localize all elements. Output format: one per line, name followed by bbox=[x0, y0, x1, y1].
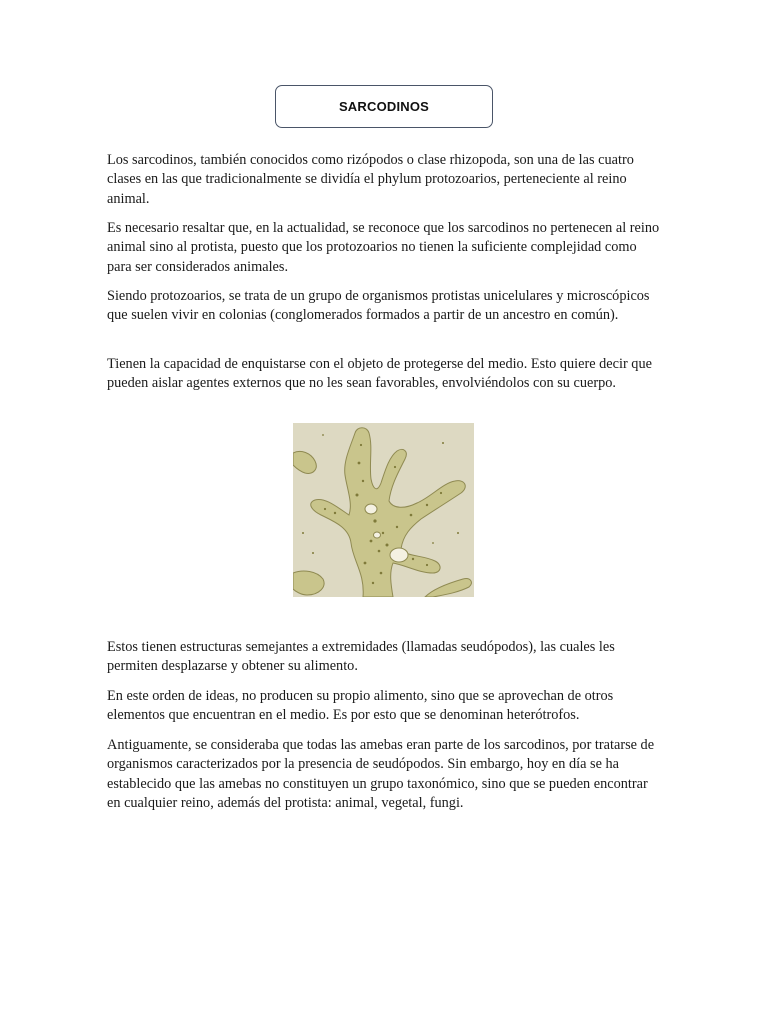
vacuole bbox=[374, 532, 381, 538]
paragraph-3: Siendo protozoarios, se trata de un grupo de organismos protistas unicelulares y microscópicos que suelen vivir en colonias (conglomerados formados a partir de un ancestro en común). bbox=[107, 288, 650, 324]
document-title: SARCODINOS bbox=[338, 99, 430, 114]
paragraph-4: Tienen la capacidad de enquistarse con el objeto de protegerse del medio. Esto quiere decir que pueden aislar agentes externos que no les sean favorables, envolviéndolos con su cuerpo. bbox=[107, 356, 652, 392]
paragraph-1: Los sarcodinos, también conocidos como rizópodos o clase rhizopoda, son una de las cuatro clases en las que tradicionalmente se dividía el phylum protozoarios, perteneciente al reino animal. bbox=[107, 152, 634, 207]
amoeba-micrograph-image bbox=[293, 423, 474, 597]
paragraph-6: En este orden de ideas, no producen su propio alimento, sino que se aprovechan de otros elementos que encuentran en el medio. Es por esto que se denominan heterótrofos. bbox=[107, 688, 614, 724]
paragraph-5: Estos tienen estructuras semejantes a extremidades (llamadas seudópodos), las cuales les permiten desplazarse y obtener su alimento. bbox=[107, 639, 615, 675]
vacuole bbox=[365, 504, 377, 514]
paragraph-2: Es necesario resaltar que, en la actualidad, se reconoce que los sarcodinos no pertenecen al reino animal sino al protista, puesto que los protozoarios no tienen la suficiente complejidad como para ser considerados animales. bbox=[107, 220, 660, 275]
paragraph-7: Antiguamente, se consideraba que todas las amebas eran parte de los sarcodinos, por tratarse de organismos caracterizados por la presencia de seudópodos. Sin embargo, hoy en día se ha establecido que las amebas no constituyen un grupo taxonómico, sino que se pueden encontrar en cualquier reino, además del protista: animal, vegetal, fungi. bbox=[107, 737, 655, 811]
amoeba-micrograph-icon bbox=[293, 423, 474, 597]
title-box bbox=[275, 85, 493, 128]
vacuole bbox=[390, 548, 408, 562]
